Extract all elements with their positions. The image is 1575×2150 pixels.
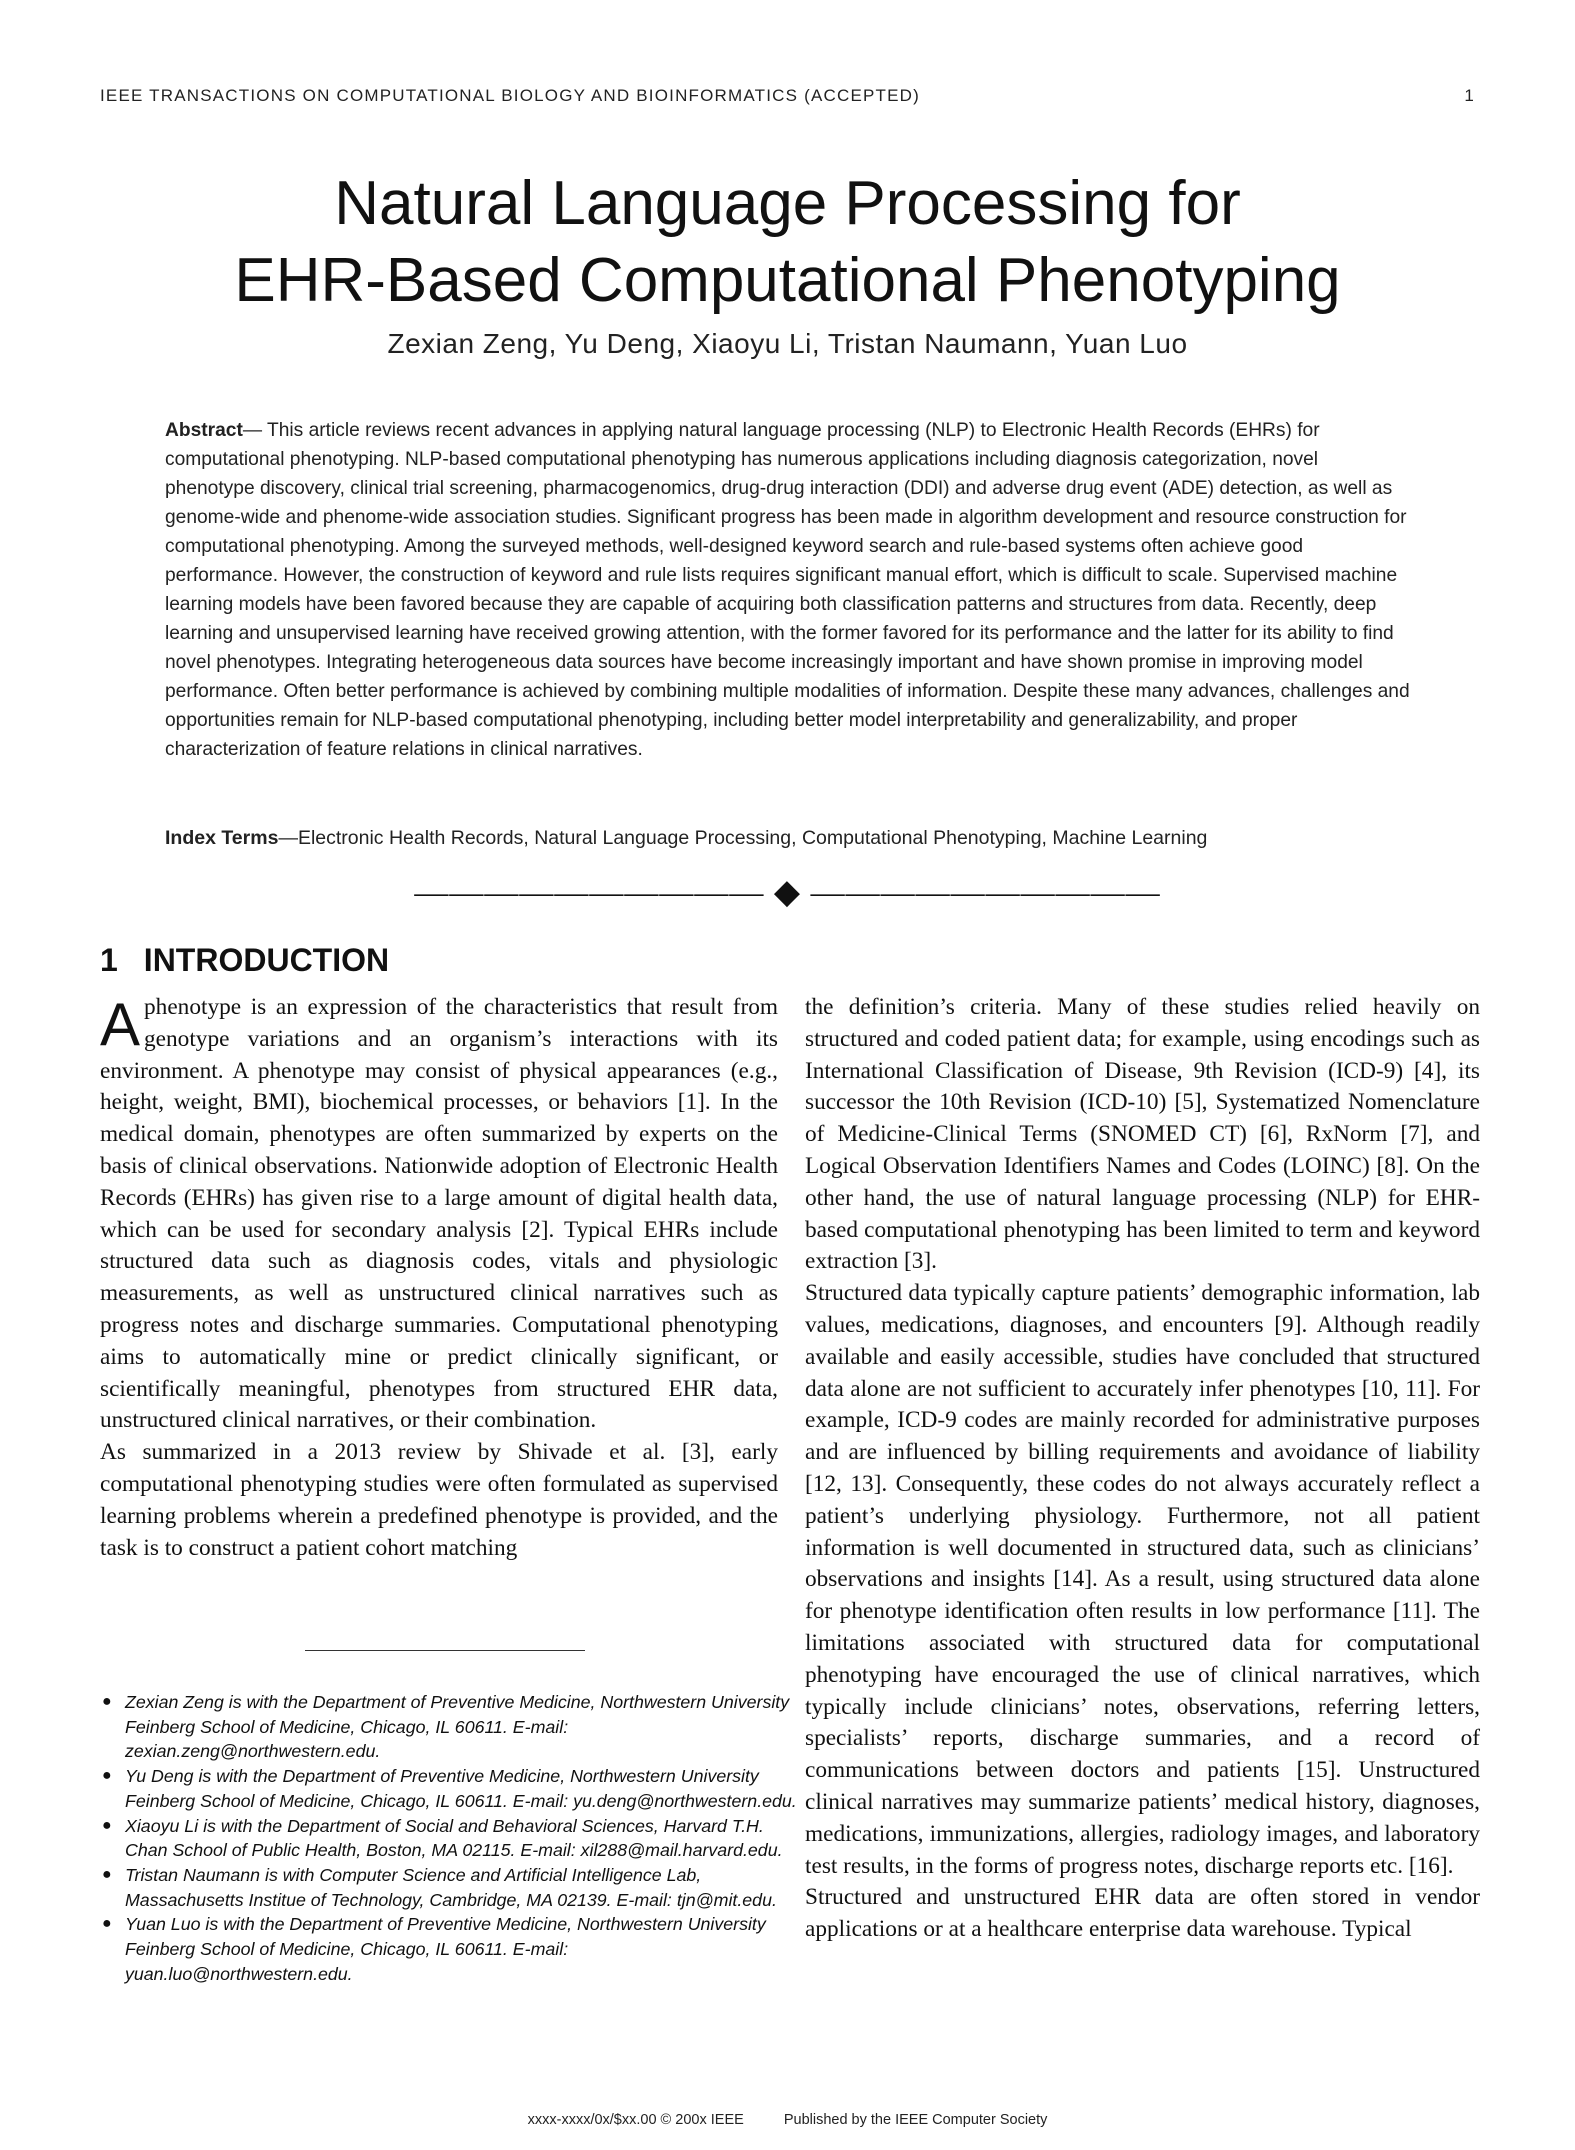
abstract-text: — This article reviews recent advances in applying natural language processing (NLP) to Electronic Health Records (EHRs) for computational phenotyping. NLP-based computational phenotyping has numerous applications including diagnosis categorization, novel phenotype discovery, clinical trial screening, pharmacogenomics, drug-drug interaction (DDI) and adverse drug event (ADE) detection, as well as genome-wide and phenome-wide association studies. Significant progress has been made in algorithm development and resource construction for computational phenotyping. Among the surveyed methods, well-designed keyword search and rule-based systems often achieve good performance. However, the construction of keyword and rule lists requires significant manual effort, which is difficult to scale. Supervised machine learning models have been favored because they are capable of acquiring both classification patterns and structures from data. Recently, deep learning and unsupervised learning have received growing attention, with the former favored for its performance and the latter for its ability to find novel phenotypes. Integrating heterogeneous data sources have become increasingly important and have shown promise in improving model performance. Often better performance is achieved by combining multiple modalities of information. Despite these many advances, challenges and opportunities remain for NLP-based computational phenotyping, including better model interpretability and generalizability, and proper characterization of feature relations in clinical narratives. xyxy=(165,420,1410,760)
footnote-text: Yuan Luo is with the Department of Preventive Medicine, Northwestern University Feinberg School of Medicine, Chicago, IL 60611. E-mail: yuan.luo@northwestern.edu. xyxy=(125,1914,766,1984)
index-terms-label: Index Terms xyxy=(165,827,279,849)
bullet-icon: ● xyxy=(102,1693,112,1710)
page-number: 1 xyxy=(1464,86,1475,105)
section-title: INTRODUCTION xyxy=(143,942,390,978)
author-list: Zexian Zeng, Yu Deng, Xiaoyu Li, Tristan Naumann, Yuan Luo xyxy=(387,328,1188,359)
body-paragraph: the definition’s criteria. Many of these studies relied heavily on structured and coded patient data; for example, using encodings such as International Classification of Disease, 9th Revision (ICD-9) [4], its successor the 10th Revision (ICD-10) [5], Systematized Nomenclature of Medicine-Clinical Terms (SNOMED CT) [6], RxNorm [7], and Logical Observation Identifiers Names and Codes (LOINC) [8]. On the other hand, the use of natural language processing (NLP) for EHR-based computational phenotyping has been limited to term and keyword extraction [3]. xyxy=(805,994,1480,1275)
footnote-text: Zexian Zeng is with the Department of Preventive Medicine, Northwestern University Feinberg School of Medicine, Chicago, IL 60611. E-mail: zexian.zeng@northwestern.edu. xyxy=(125,1692,790,1762)
index-terms xyxy=(165,827,1410,850)
body-paragraph: Structured and unstructured EHR data are often stored in vendor applications or at a healthcare enterprise data warehouse. Typical xyxy=(805,1884,1480,1943)
section-number: 1 xyxy=(100,942,118,978)
running-header xyxy=(100,86,1475,106)
footnote-rule xyxy=(305,1650,585,1651)
footnote-text: Yu Deng is with the Department of Preventive Medicine, Northwestern University Feinberg School of Medicine, Chicago, IL 60611. E-mail: yu.deng@northwestern.edu. xyxy=(125,1766,797,1811)
drop-cap: A xyxy=(100,991,141,1058)
section-divider: —————————— ◆ —————————— xyxy=(414,874,1161,911)
section-heading xyxy=(100,942,389,979)
body-paragraph: As summarized in a 2013 review by Shivade et al. [3], early computational phenotyping studies were often formulated as supervised learning problems wherein a predefined phenotype is provided, and the task is to construct a patient cohort matching xyxy=(100,1439,778,1561)
author-footnotes xyxy=(100,1690,800,1986)
footnote-item xyxy=(100,1912,800,1986)
bullet-icon: ● xyxy=(102,1816,112,1834)
footnote-text: Xiaoyu Li is with the Department of Social and Behavioral Sciences, Harvard T.H. Chan School of Public Health, Boston, MA 02115. E-mail: xil288@mail.harvard.edu. xyxy=(125,1815,783,1861)
paper-title xyxy=(0,165,1575,319)
journal-name: IEEE TRANSACTIONS ON COMPUTATIONAL BIOLOGY AND BIOINFORMATICS (ACCEPTED) xyxy=(100,86,921,105)
body-paragraph xyxy=(100,992,778,1437)
right-column xyxy=(805,992,1480,1946)
footnote-item xyxy=(100,1764,800,1813)
footnote-item xyxy=(100,1690,800,1764)
abstract xyxy=(165,416,1410,764)
bullet-icon: ● xyxy=(102,1767,112,1785)
bullet-icon: ● xyxy=(102,1915,112,1933)
footnote-text: Tristan Naumann is with Computer Science and Artificial Intelligence Lab, Massachusetts Institue of Technology, Cambridge, MA 02139. E-mail: tjn@mit.edu. xyxy=(125,1864,777,1910)
page-footer xyxy=(0,2112,1575,2128)
bullet-icon: ● xyxy=(102,1865,112,1883)
title-line-1: Natural Language Processing for xyxy=(334,169,1241,238)
index-terms-text: —Electronic Health Records, Natural Language Processing, Computational Phenotyping, Machine Learning xyxy=(278,827,1208,849)
left-column xyxy=(100,992,778,1564)
body-paragraph: Structured data typically capture patients’ demographic information, lab values, medications, diagnoses, and encounters [9]. Although readily available and easily accessible, studies have concluded that structured data alone are not sufficient to accurately infer phenotypes [10, 11]. For example, ICD-9 codes are mainly recorded for administrative purposes and are influenced by billing requirements and avoidance of liability [12, 13]. Consequently, these codes do not always accurately reflect a patient’s underlying physiology. Furthermore, not all patient information is well documented in structured data, such as clinicians’ observations and insights [14]. As a result, using structured data alone for phenotype identification often results in low performance [11]. The limitations associated with structured data for computational phenotyping have encouraged the use of clinical narratives, which typically include clinicians’ notes, observations, referring letters, specialists’ reports, discharge summaries, and a record of communications between doctors and patients [15]. Unstructured clinical narratives may summarize patients’ medical history, diagnoses, medications, immunizations, allergies, radiology images, and laboratory test results, in the forms of progress notes, discharge reports etc. [16]. xyxy=(805,1280,1480,1879)
title-line-2: EHR-Based Computational Phenotyping xyxy=(234,246,1341,315)
publisher-notice: Published by the IEEE Computer Society xyxy=(783,2112,1048,2128)
footnote-item xyxy=(100,1814,800,1863)
footnote-item xyxy=(100,1863,800,1912)
abstract-label: Abstract xyxy=(165,420,243,441)
paragraph-text: phenotype is an expression of the characteristics that result from genotype variations and an organism’s interactions with its environment. A phenotype may consist of physical appearances (e.g., height, weight, BMI), biochemical processes, or behaviors [1]. In the medical domain, phenotypes are often summarized by experts on the basis of clinical observations. Nationwide adoption of Electronic Health Records (EHRs) has given rise to a large amount of digital health data, which can be used for secondary analysis [2]. Typical EHRs include structured data such as diagnosis codes, vitals and physiologic measurements, as well as unstructured clinical narratives such as progress notes and discharge summaries. Computational phenotyping aims to automatically mine or predict clinically significant, or scientifically meaningful, phenotypes from structured EHR data, unstructured clinical narratives, or their combination. xyxy=(100,994,778,1434)
copyright-notice: xxxx-xxxx/0x/$xx.00 © 200x IEEE xyxy=(527,2112,744,2128)
